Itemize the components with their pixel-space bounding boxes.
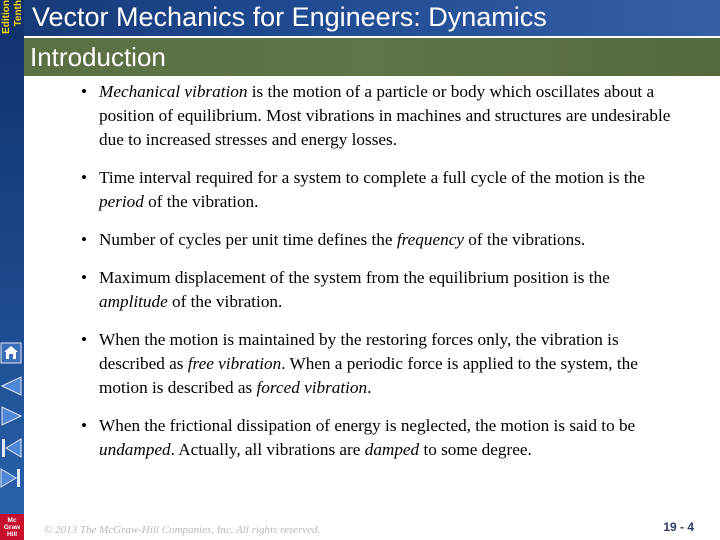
first-icon	[0, 436, 22, 460]
logo-line-3: Hill	[6, 530, 18, 538]
footer	[24, 516, 720, 540]
home-button[interactable]	[0, 341, 22, 365]
copyright-notice: © 2013 The McGraw-Hill Companies, Inc. All rights reserved.	[44, 524, 321, 536]
page-number: 19 - 4	[663, 520, 694, 534]
bullet-text: of the vibration.	[167, 292, 283, 311]
bullet-item	[77, 414, 677, 462]
home-icon	[0, 341, 22, 365]
previous-button[interactable]	[0, 374, 22, 398]
edition-label	[0, 0, 24, 46]
bullet-text: Time interval required for a system to complete a full cycle of the motion is the	[99, 168, 645, 187]
next-button[interactable]	[0, 404, 22, 428]
bullet-item	[77, 80, 677, 152]
sidebar	[0, 0, 24, 540]
subtitle-bar	[24, 38, 720, 76]
last-button[interactable]	[0, 466, 22, 490]
logo-line-2: Graw	[3, 523, 21, 531]
last-icon	[0, 466, 22, 490]
emphasized-term: frequency	[396, 230, 464, 249]
bullet-text: Maximum displacement of the system from the equilibrium position is the	[99, 268, 610, 287]
bullet-item	[77, 328, 677, 400]
section-title: Introduction	[30, 42, 166, 72]
emphasized-term: period	[99, 192, 144, 211]
bullet-list	[77, 80, 677, 476]
first-button[interactable]	[0, 436, 22, 460]
bullet-item	[77, 166, 677, 214]
slide-title: Vector Mechanics for Engineers: Dynamics	[32, 2, 547, 32]
emphasized-term: undamped	[99, 440, 171, 459]
bullet-text: is the motion of a particle or body which oscillates about a position of equilibrium. Most vibrations in machines and structures are undesirable due to increased stresses and energy losses.	[99, 82, 671, 149]
bullet-item	[77, 266, 677, 314]
bullet-text: When the motion is maintained by the restoring forces only, the vibration is described as	[99, 330, 619, 373]
edition-line-1: Tenth	[12, 0, 24, 27]
logo-line-1: Mc	[7, 516, 17, 524]
bullet-text: . Actually, all vibrations are	[170, 440, 365, 459]
bullet-text: to some degree.	[419, 440, 532, 459]
emphasized-term: damped	[364, 440, 420, 459]
bullet-text: . When a periodic force is applied to the system, the motion is described as	[99, 354, 638, 397]
emphasized-term: amplitude	[99, 292, 168, 311]
emphasized-term: Mechanical vibration	[99, 82, 248, 101]
bullet-item	[77, 228, 677, 252]
title-bar	[24, 0, 720, 36]
bullet-text: .	[367, 378, 372, 397]
bullet-text: When the frictional dissipation of energy is neglected, the motion is said to be	[99, 416, 636, 435]
previous-icon	[0, 374, 22, 398]
edition-line-2: Edition	[0, 0, 12, 34]
bullet-text: of the vibration.	[143, 192, 259, 211]
next-icon	[0, 404, 22, 428]
bullet-text: of the vibrations.	[463, 230, 586, 249]
emphasized-term: forced vibration	[256, 378, 368, 397]
emphasized-term: free vibration	[187, 354, 282, 373]
bullet-text: Number of cycles per unit time defines the	[99, 230, 397, 249]
publisher-logo	[0, 514, 24, 540]
